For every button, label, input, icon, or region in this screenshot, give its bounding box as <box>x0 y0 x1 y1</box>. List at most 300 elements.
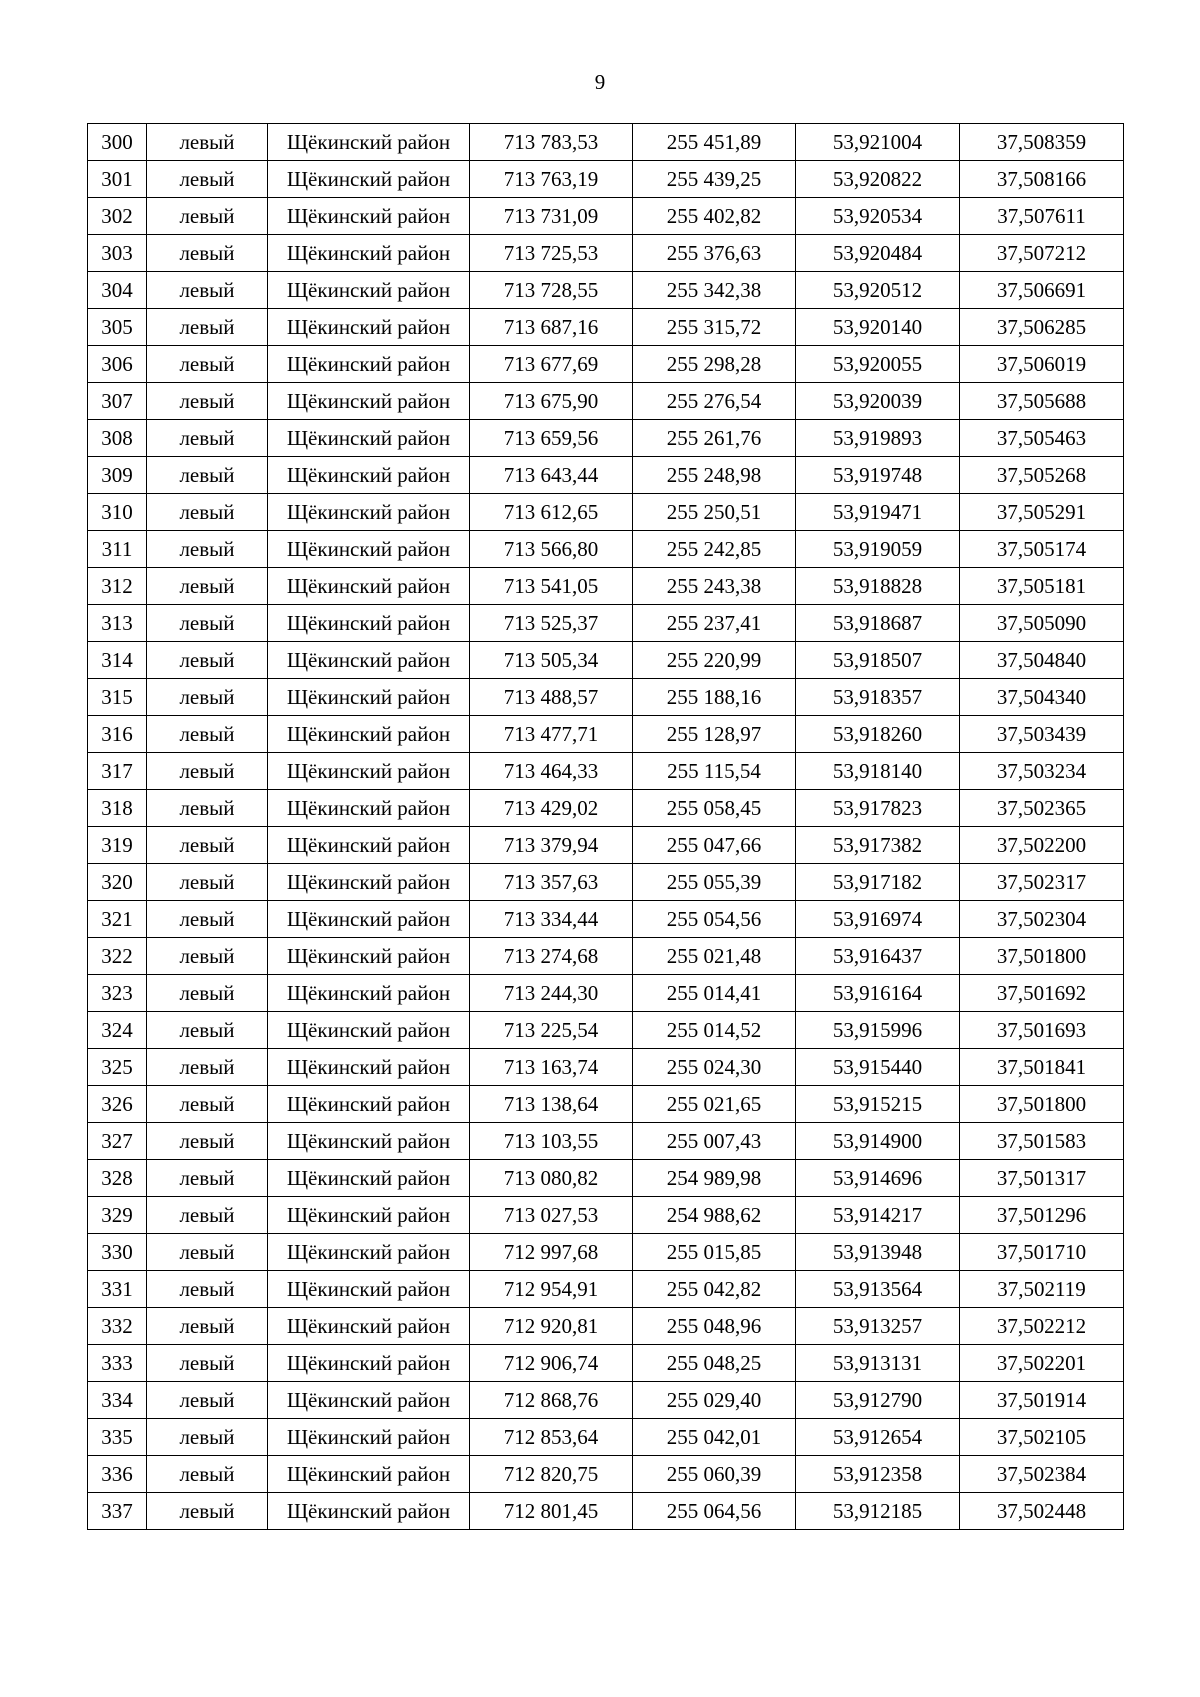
coord-y-cell: 255 276,54 <box>633 383 796 420</box>
bank-side-cell: левый <box>147 1308 268 1345</box>
district-cell: Щёкинский район <box>268 420 470 457</box>
coord-y-cell: 255 014,41 <box>633 975 796 1012</box>
coord-x-cell: 713 783,53 <box>470 124 633 161</box>
latitude-cell: 53,917382 <box>796 827 960 864</box>
table-row <box>88 975 1124 1012</box>
longitude-cell: 37,501583 <box>960 1123 1124 1160</box>
longitude-cell: 37,505291 <box>960 494 1124 531</box>
district-cell: Щёкинский район <box>268 531 470 568</box>
table-row <box>88 901 1124 938</box>
coord-y-cell: 255 439,25 <box>633 161 796 198</box>
coord-x-cell: 713 488,57 <box>470 679 633 716</box>
longitude-cell: 37,501317 <box>960 1160 1124 1197</box>
longitude-cell: 37,502212 <box>960 1308 1124 1345</box>
table-row <box>88 1197 1124 1234</box>
district-cell: Щёкинский район <box>268 568 470 605</box>
longitude-cell: 37,502365 <box>960 790 1124 827</box>
longitude-cell: 37,501692 <box>960 975 1124 1012</box>
bank-side-cell: левый <box>147 605 268 642</box>
coord-y-cell: 255 054,56 <box>633 901 796 938</box>
bank-side-cell: левый <box>147 1345 268 1382</box>
longitude-cell: 37,505688 <box>960 383 1124 420</box>
coord-x-cell: 713 357,63 <box>470 864 633 901</box>
latitude-cell: 53,916974 <box>796 901 960 938</box>
district-cell: Щёкинский район <box>268 494 470 531</box>
coord-y-cell: 255 021,48 <box>633 938 796 975</box>
latitude-cell: 53,914696 <box>796 1160 960 1197</box>
coord-y-cell: 255 048,96 <box>633 1308 796 1345</box>
longitude-cell: 37,501296 <box>960 1197 1124 1234</box>
latitude-cell: 53,914217 <box>796 1197 960 1234</box>
bank-side-cell: левый <box>147 864 268 901</box>
longitude-cell: 37,507212 <box>960 235 1124 272</box>
bank-side-cell: левый <box>147 716 268 753</box>
table-row <box>88 1456 1124 1493</box>
longitude-cell: 37,503439 <box>960 716 1124 753</box>
longitude-cell: 37,506285 <box>960 309 1124 346</box>
district-cell: Щёкинский район <box>268 124 470 161</box>
latitude-cell: 53,917823 <box>796 790 960 827</box>
longitude-cell: 37,506019 <box>960 346 1124 383</box>
table-row <box>88 198 1124 235</box>
bank-side-cell: левый <box>147 531 268 568</box>
table-row <box>88 309 1124 346</box>
coord-y-cell: 255 021,65 <box>633 1086 796 1123</box>
district-cell: Щёкинский район <box>268 235 470 272</box>
coord-x-cell: 712 997,68 <box>470 1234 633 1271</box>
longitude-cell: 37,507611 <box>960 198 1124 235</box>
bank-side-cell: левый <box>147 1049 268 1086</box>
point-number-cell: 328 <box>88 1160 147 1197</box>
latitude-cell: 53,916164 <box>796 975 960 1012</box>
longitude-cell: 37,508359 <box>960 124 1124 161</box>
page-number: 9 <box>594 70 606 94</box>
point-number-cell: 331 <box>88 1271 147 1308</box>
bank-side-cell: левый <box>147 235 268 272</box>
coordinates-table <box>87 123 1124 1530</box>
point-number-cell: 320 <box>88 864 147 901</box>
coord-x-cell: 713 728,55 <box>470 272 633 309</box>
table-row <box>88 1419 1124 1456</box>
longitude-cell: 37,502317 <box>960 864 1124 901</box>
coord-y-cell: 254 988,62 <box>633 1197 796 1234</box>
coord-y-cell: 255 007,43 <box>633 1123 796 1160</box>
latitude-cell: 53,918260 <box>796 716 960 753</box>
point-number-cell: 325 <box>88 1049 147 1086</box>
coord-x-cell: 713 643,44 <box>470 457 633 494</box>
latitude-cell: 53,915215 <box>796 1086 960 1123</box>
coord-x-cell: 713 244,30 <box>470 975 633 1012</box>
longitude-cell: 37,505463 <box>960 420 1124 457</box>
longitude-cell: 37,504340 <box>960 679 1124 716</box>
coord-y-cell: 254 989,98 <box>633 1160 796 1197</box>
district-cell: Щёкинский район <box>268 1197 470 1234</box>
bank-side-cell: левый <box>147 642 268 679</box>
bank-side-cell: левый <box>147 383 268 420</box>
latitude-cell: 53,919471 <box>796 494 960 531</box>
latitude-cell: 53,921004 <box>796 124 960 161</box>
table-row <box>88 457 1124 494</box>
coord-y-cell: 255 058,45 <box>633 790 796 827</box>
district-cell: Щёкинский район <box>268 605 470 642</box>
table-row <box>88 1160 1124 1197</box>
table-row <box>88 346 1124 383</box>
point-number-cell: 310 <box>88 494 147 531</box>
coord-x-cell: 713 163,74 <box>470 1049 633 1086</box>
longitude-cell: 37,504840 <box>960 642 1124 679</box>
table-row <box>88 383 1124 420</box>
latitude-cell: 53,918828 <box>796 568 960 605</box>
coord-y-cell: 255 042,01 <box>633 1419 796 1456</box>
bank-side-cell: левый <box>147 420 268 457</box>
district-cell: Щёкинский район <box>268 309 470 346</box>
longitude-cell: 37,501914 <box>960 1382 1124 1419</box>
coord-y-cell: 255 220,99 <box>633 642 796 679</box>
bank-side-cell: левый <box>147 753 268 790</box>
district-cell: Щёкинский район <box>268 1419 470 1456</box>
district-cell: Щёкинский район <box>268 1160 470 1197</box>
latitude-cell: 53,919748 <box>796 457 960 494</box>
coord-y-cell: 255 237,41 <box>633 605 796 642</box>
coord-x-cell: 713 675,90 <box>470 383 633 420</box>
coord-y-cell: 255 048,25 <box>633 1345 796 1382</box>
latitude-cell: 53,915440 <box>796 1049 960 1086</box>
coord-y-cell: 255 243,38 <box>633 568 796 605</box>
district-cell: Щёкинский район <box>268 938 470 975</box>
table-row <box>88 124 1124 161</box>
table-row <box>88 420 1124 457</box>
latitude-cell: 53,920512 <box>796 272 960 309</box>
coord-x-cell: 713 334,44 <box>470 901 633 938</box>
district-cell: Щёкинский район <box>268 1493 470 1530</box>
point-number-cell: 330 <box>88 1234 147 1271</box>
table-row <box>88 642 1124 679</box>
coord-x-cell: 712 868,76 <box>470 1382 633 1419</box>
table-row <box>88 938 1124 975</box>
coord-y-cell: 255 451,89 <box>633 124 796 161</box>
coord-y-cell: 255 029,40 <box>633 1382 796 1419</box>
point-number-cell: 318 <box>88 790 147 827</box>
longitude-cell: 37,508166 <box>960 161 1124 198</box>
coord-x-cell: 713 725,53 <box>470 235 633 272</box>
bank-side-cell: левый <box>147 272 268 309</box>
district-cell: Щёкинский район <box>268 161 470 198</box>
latitude-cell: 53,920484 <box>796 235 960 272</box>
table-row <box>88 1234 1124 1271</box>
longitude-cell: 37,505268 <box>960 457 1124 494</box>
point-number-cell: 300 <box>88 124 147 161</box>
district-cell: Щёкинский район <box>268 753 470 790</box>
latitude-cell: 53,914900 <box>796 1123 960 1160</box>
bank-side-cell: левый <box>147 975 268 1012</box>
bank-side-cell: левый <box>147 1123 268 1160</box>
coord-x-cell: 713 566,80 <box>470 531 633 568</box>
coord-y-cell: 255 250,51 <box>633 494 796 531</box>
point-number-cell: 322 <box>88 938 147 975</box>
coord-x-cell: 713 677,69 <box>470 346 633 383</box>
latitude-cell: 53,919059 <box>796 531 960 568</box>
point-number-cell: 327 <box>88 1123 147 1160</box>
coord-y-cell: 255 242,85 <box>633 531 796 568</box>
point-number-cell: 319 <box>88 827 147 864</box>
coord-y-cell: 255 298,28 <box>633 346 796 383</box>
longitude-cell: 37,502201 <box>960 1345 1124 1382</box>
district-cell: Щёкинский район <box>268 1382 470 1419</box>
bank-side-cell: левый <box>147 1197 268 1234</box>
district-cell: Щёкинский район <box>268 1271 470 1308</box>
point-number-cell: 306 <box>88 346 147 383</box>
latitude-cell: 53,913131 <box>796 1345 960 1382</box>
longitude-cell: 37,502304 <box>960 901 1124 938</box>
longitude-cell: 37,503234 <box>960 753 1124 790</box>
point-number-cell: 309 <box>88 457 147 494</box>
district-cell: Щёкинский район <box>268 864 470 901</box>
bank-side-cell: левый <box>147 1012 268 1049</box>
district-cell: Щёкинский район <box>268 642 470 679</box>
district-cell: Щёкинский район <box>268 901 470 938</box>
coord-x-cell: 712 906,74 <box>470 1345 633 1382</box>
table-row <box>88 605 1124 642</box>
table-row <box>88 494 1124 531</box>
bank-side-cell: левый <box>147 1271 268 1308</box>
bank-side-cell: левый <box>147 901 268 938</box>
bank-side-cell: левый <box>147 938 268 975</box>
coord-x-cell: 713 379,94 <box>470 827 633 864</box>
district-cell: Щёкинский район <box>268 1345 470 1382</box>
coord-x-cell: 712 801,45 <box>470 1493 633 1530</box>
coord-x-cell: 713 505,34 <box>470 642 633 679</box>
latitude-cell: 53,920140 <box>796 309 960 346</box>
district-cell: Щёкинский район <box>268 1123 470 1160</box>
longitude-cell: 37,506691 <box>960 272 1124 309</box>
coord-y-cell: 255 128,97 <box>633 716 796 753</box>
coord-y-cell: 255 248,98 <box>633 457 796 494</box>
bank-side-cell: левый <box>147 1419 268 1456</box>
coord-x-cell: 713 659,56 <box>470 420 633 457</box>
district-cell: Щёкинский район <box>268 383 470 420</box>
point-number-cell: 304 <box>88 272 147 309</box>
bank-side-cell: левый <box>147 494 268 531</box>
coord-x-cell: 712 820,75 <box>470 1456 633 1493</box>
table-row <box>88 1012 1124 1049</box>
coord-y-cell: 255 015,85 <box>633 1234 796 1271</box>
latitude-cell: 53,912654 <box>796 1419 960 1456</box>
latitude-cell: 53,919893 <box>796 420 960 457</box>
point-number-cell: 302 <box>88 198 147 235</box>
point-number-cell: 333 <box>88 1345 147 1382</box>
table-row <box>88 235 1124 272</box>
point-number-cell: 332 <box>88 1308 147 1345</box>
table-row <box>88 1493 1124 1530</box>
bank-side-cell: левый <box>147 457 268 494</box>
coord-y-cell: 255 060,39 <box>633 1456 796 1493</box>
point-number-cell: 313 <box>88 605 147 642</box>
latitude-cell: 53,915996 <box>796 1012 960 1049</box>
bank-side-cell: левый <box>147 1160 268 1197</box>
longitude-cell: 37,502119 <box>960 1271 1124 1308</box>
longitude-cell: 37,502448 <box>960 1493 1124 1530</box>
table-row <box>88 568 1124 605</box>
coord-x-cell: 712 853,64 <box>470 1419 633 1456</box>
district-cell: Щёкинский район <box>268 1456 470 1493</box>
coord-x-cell: 713 138,64 <box>470 1086 633 1123</box>
point-number-cell: 334 <box>88 1382 147 1419</box>
latitude-cell: 53,918140 <box>796 753 960 790</box>
table-row <box>88 1382 1124 1419</box>
latitude-cell: 53,913948 <box>796 1234 960 1271</box>
point-number-cell: 303 <box>88 235 147 272</box>
coord-y-cell: 255 047,66 <box>633 827 796 864</box>
district-cell: Щёкинский район <box>268 679 470 716</box>
latitude-cell: 53,912185 <box>796 1493 960 1530</box>
longitude-cell: 37,502200 <box>960 827 1124 864</box>
bank-side-cell: левый <box>147 790 268 827</box>
coord-y-cell: 255 064,56 <box>633 1493 796 1530</box>
point-number-cell: 312 <box>88 568 147 605</box>
coord-x-cell: 713 464,33 <box>470 753 633 790</box>
point-number-cell: 308 <box>88 420 147 457</box>
latitude-cell: 53,920822 <box>796 161 960 198</box>
coord-x-cell: 713 429,02 <box>470 790 633 827</box>
coord-x-cell: 712 920,81 <box>470 1308 633 1345</box>
coord-y-cell: 255 042,82 <box>633 1271 796 1308</box>
table-row <box>88 1123 1124 1160</box>
coord-y-cell: 255 115,54 <box>633 753 796 790</box>
table-row <box>88 1049 1124 1086</box>
coord-y-cell: 255 315,72 <box>633 309 796 346</box>
table-row <box>88 161 1124 198</box>
coord-x-cell: 713 763,19 <box>470 161 633 198</box>
coord-y-cell: 255 055,39 <box>633 864 796 901</box>
coord-y-cell: 255 188,16 <box>633 679 796 716</box>
longitude-cell: 37,502105 <box>960 1419 1124 1456</box>
coord-y-cell: 255 014,52 <box>633 1012 796 1049</box>
latitude-cell: 53,920534 <box>796 198 960 235</box>
district-cell: Щёкинский район <box>268 827 470 864</box>
district-cell: Щёкинский район <box>268 457 470 494</box>
longitude-cell: 37,501710 <box>960 1234 1124 1271</box>
coord-x-cell: 713 612,65 <box>470 494 633 531</box>
coord-x-cell: 713 541,05 <box>470 568 633 605</box>
district-cell: Щёкинский район <box>268 1049 470 1086</box>
district-cell: Щёкинский район <box>268 346 470 383</box>
point-number-cell: 315 <box>88 679 147 716</box>
coord-x-cell: 712 954,91 <box>470 1271 633 1308</box>
bank-side-cell: левый <box>147 1493 268 1530</box>
bank-side-cell: левый <box>147 827 268 864</box>
bank-side-cell: левый <box>147 309 268 346</box>
point-number-cell: 337 <box>88 1493 147 1530</box>
latitude-cell: 53,913257 <box>796 1308 960 1345</box>
latitude-cell: 53,912358 <box>796 1456 960 1493</box>
table-row <box>88 753 1124 790</box>
coord-x-cell: 713 477,71 <box>470 716 633 753</box>
point-number-cell: 323 <box>88 975 147 1012</box>
district-cell: Щёкинский район <box>268 272 470 309</box>
district-cell: Щёкинский район <box>268 1308 470 1345</box>
point-number-cell: 335 <box>88 1419 147 1456</box>
district-cell: Щёкинский район <box>268 1234 470 1271</box>
latitude-cell: 53,920039 <box>796 383 960 420</box>
point-number-cell: 329 <box>88 1197 147 1234</box>
coord-x-cell: 713 027,53 <box>470 1197 633 1234</box>
table-row <box>88 1271 1124 1308</box>
district-cell: Щёкинский район <box>268 1086 470 1123</box>
latitude-cell: 53,918357 <box>796 679 960 716</box>
bank-side-cell: левый <box>147 161 268 198</box>
point-number-cell: 326 <box>88 1086 147 1123</box>
longitude-cell: 37,505181 <box>960 568 1124 605</box>
latitude-cell: 53,918687 <box>796 605 960 642</box>
bank-side-cell: левый <box>147 1382 268 1419</box>
district-cell: Щёкинский район <box>268 716 470 753</box>
coord-x-cell: 713 687,16 <box>470 309 633 346</box>
point-number-cell: 311 <box>88 531 147 568</box>
bank-side-cell: левый <box>147 198 268 235</box>
coord-y-cell: 255 261,76 <box>633 420 796 457</box>
point-number-cell: 317 <box>88 753 147 790</box>
latitude-cell: 53,917182 <box>796 864 960 901</box>
district-cell: Щёкинский район <box>268 975 470 1012</box>
latitude-cell: 53,916437 <box>796 938 960 975</box>
point-number-cell: 321 <box>88 901 147 938</box>
longitude-cell: 37,501800 <box>960 938 1124 975</box>
coord-x-cell: 713 225,54 <box>470 1012 633 1049</box>
table-row <box>88 1308 1124 1345</box>
longitude-cell: 37,505174 <box>960 531 1124 568</box>
coord-y-cell: 255 376,63 <box>633 235 796 272</box>
table-row <box>88 1086 1124 1123</box>
bank-side-cell: левый <box>147 679 268 716</box>
bank-side-cell: левый <box>147 124 268 161</box>
point-number-cell: 324 <box>88 1012 147 1049</box>
bank-side-cell: левый <box>147 1456 268 1493</box>
point-number-cell: 305 <box>88 309 147 346</box>
coord-x-cell: 713 731,09 <box>470 198 633 235</box>
coord-x-cell: 713 080,82 <box>470 1160 633 1197</box>
longitude-cell: 37,505090 <box>960 605 1124 642</box>
latitude-cell: 53,913564 <box>796 1271 960 1308</box>
coord-x-cell: 713 525,37 <box>470 605 633 642</box>
longitude-cell: 37,501693 <box>960 1012 1124 1049</box>
point-number-cell: 301 <box>88 161 147 198</box>
longitude-cell: 37,502384 <box>960 1456 1124 1493</box>
table-row <box>88 679 1124 716</box>
bank-side-cell: левый <box>147 1234 268 1271</box>
coord-y-cell: 255 402,82 <box>633 198 796 235</box>
table-row <box>88 272 1124 309</box>
point-number-cell: 307 <box>88 383 147 420</box>
longitude-cell: 37,501800 <box>960 1086 1124 1123</box>
coord-y-cell: 255 342,38 <box>633 272 796 309</box>
table-body <box>88 124 1124 1530</box>
bank-side-cell: левый <box>147 568 268 605</box>
table-row <box>88 827 1124 864</box>
latitude-cell: 53,920055 <box>796 346 960 383</box>
point-number-cell: 336 <box>88 1456 147 1493</box>
table-row <box>88 716 1124 753</box>
bank-side-cell: левый <box>147 1086 268 1123</box>
coord-y-cell: 255 024,30 <box>633 1049 796 1086</box>
coord-x-cell: 713 274,68 <box>470 938 633 975</box>
district-cell: Щёкинский район <box>268 1012 470 1049</box>
bank-side-cell: левый <box>147 346 268 383</box>
point-number-cell: 314 <box>88 642 147 679</box>
coord-x-cell: 713 103,55 <box>470 1123 633 1160</box>
table-row <box>88 790 1124 827</box>
table-row <box>88 864 1124 901</box>
table-row <box>88 531 1124 568</box>
